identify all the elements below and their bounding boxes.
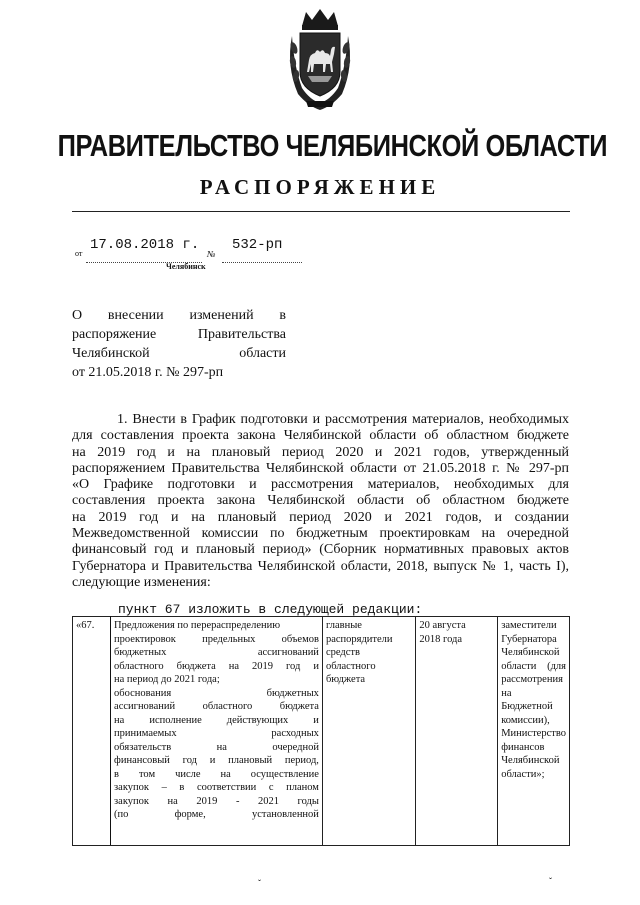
document-subject: [72, 306, 286, 382]
executors-cell: [322, 617, 415, 846]
description-line: в том числе на осуществление: [114, 768, 319, 780]
description-cell: [111, 617, 323, 846]
body-line: составления проекта закона Челябинской области об областном бюджете: [72, 493, 569, 509]
responsible-line: Челябинской: [501, 755, 560, 766]
description-line: на период до 2021 года;: [114, 674, 220, 685]
body-line: Губернатора и Правительства Челябинской области, 2018, выпуск № 1, часть I),: [72, 558, 569, 574]
responsible-line: Министерство: [501, 728, 566, 739]
government-title: ПРАВИТЕЛЬСТВО ЧЕЛЯБИНСКОЙ ОБЛАСТИ: [57, 128, 608, 163]
number-underline: [222, 262, 302, 263]
description-line: на исполнение действующих и: [114, 714, 319, 726]
responsible-line: Бюджетной: [501, 701, 553, 712]
executors-line: бюджета: [325, 674, 366, 685]
date-prefix-label: от: [75, 249, 83, 258]
description-line: (по форме, установленной: [114, 809, 319, 820]
body-line: «О Графике подготовки и рассмотрения материалов, необходимых для: [72, 477, 569, 493]
city-label: Челябинск: [166, 262, 206, 271]
responsible-line: комиссии),: [501, 714, 550, 726]
body-line: финансовый год и плановый период» (Сборник нормативных правовых актов: [72, 542, 569, 558]
scan-mark-right: ˇ: [549, 876, 552, 886]
responsible-line: Губернатора: [501, 633, 557, 645]
table-row: [73, 617, 570, 846]
row-number-cell: [73, 617, 111, 846]
executors-line: главные: [325, 620, 362, 631]
responsible-line: Челябинской: [501, 647, 560, 658]
description-line: ассигнований областного бюджета: [114, 701, 319, 712]
body-line: следующие изменения:: [72, 574, 211, 590]
body-line: 1. Внести в График подготовки и рассмотрения материалов, необходимых: [117, 412, 569, 427]
document-number: 532-рп: [232, 237, 283, 253]
description-line: закупок – в соответствии с планом: [114, 782, 319, 793]
description-line: обязательств на очередной: [114, 741, 319, 753]
description-line: проектировок предельных объемов: [114, 633, 319, 645]
subject-line: О внесении изменений в: [72, 308, 286, 323]
body-line: Межведомственной комиссии по бюджетным проектировкам на очередной: [72, 526, 569, 542]
executors-line: распорядители: [325, 633, 393, 645]
responsible-line: области»;: [501, 768, 545, 780]
deadline-cell: [416, 617, 498, 846]
deadline-line: 2018 года: [419, 633, 463, 645]
description-line: закупок на 2019 - 2021 годы: [114, 795, 319, 807]
document-date: 17.08.2018 г.: [90, 237, 200, 253]
body-line: на 2019 год и на плановый период 2020 и 2021 годов, утвержденный: [72, 444, 569, 460]
responsible-line: заместители: [501, 620, 557, 631]
subject-line: распоряжение Правительства: [72, 327, 286, 342]
description-line: областного бюджета на 2019 год и: [114, 660, 319, 672]
body-line: на 2019 год и на плановый период 2020 и 2021 годов, и создании: [72, 509, 569, 525]
body-line: для составления проекта закона Челябинской области об областном бюджете: [72, 428, 569, 444]
subject-line: от 21.05.2018 г. № 297-рп: [72, 365, 224, 380]
responsible-line: финансов: [501, 741, 545, 753]
subject-line: Челябинской области: [72, 346, 286, 361]
chelyabinsk-coat-of-arms-icon: [284, 6, 356, 114]
scan-mark-left: ˇ: [258, 878, 261, 888]
deadline-line: 20 августа: [419, 620, 466, 631]
number-label: №: [207, 249, 216, 259]
executors-line: областного: [325, 660, 376, 672]
description-line: Предложения по перераспределению: [114, 620, 281, 631]
document-type: РАСПОРЯЖЕНИЕ: [199, 175, 441, 199]
point-instruction: пункт 67 изложить в следующей редакции:: [118, 602, 423, 617]
document-body: [72, 412, 569, 591]
executors-line: средств: [325, 647, 360, 658]
body-line: распоряжением Правительства Челябинской области от 21.05.2018 г. № 297-рп: [72, 460, 569, 476]
description-line: бюджетных ассигнований: [114, 647, 319, 658]
responsible-line: области (для: [501, 660, 566, 672]
responsible-cell: [498, 617, 570, 846]
description-line: финансовый год и плановый период,: [114, 755, 319, 766]
description-line: обоснования бюджетных: [114, 687, 319, 699]
responsible-line: на: [501, 687, 512, 699]
header-divider: [72, 211, 570, 212]
schedule-table: [72, 616, 570, 846]
responsible-line: рассмотрения: [501, 674, 563, 685]
description-line: принимаемых расходных: [114, 728, 319, 739]
row-number: «67.: [76, 620, 95, 631]
